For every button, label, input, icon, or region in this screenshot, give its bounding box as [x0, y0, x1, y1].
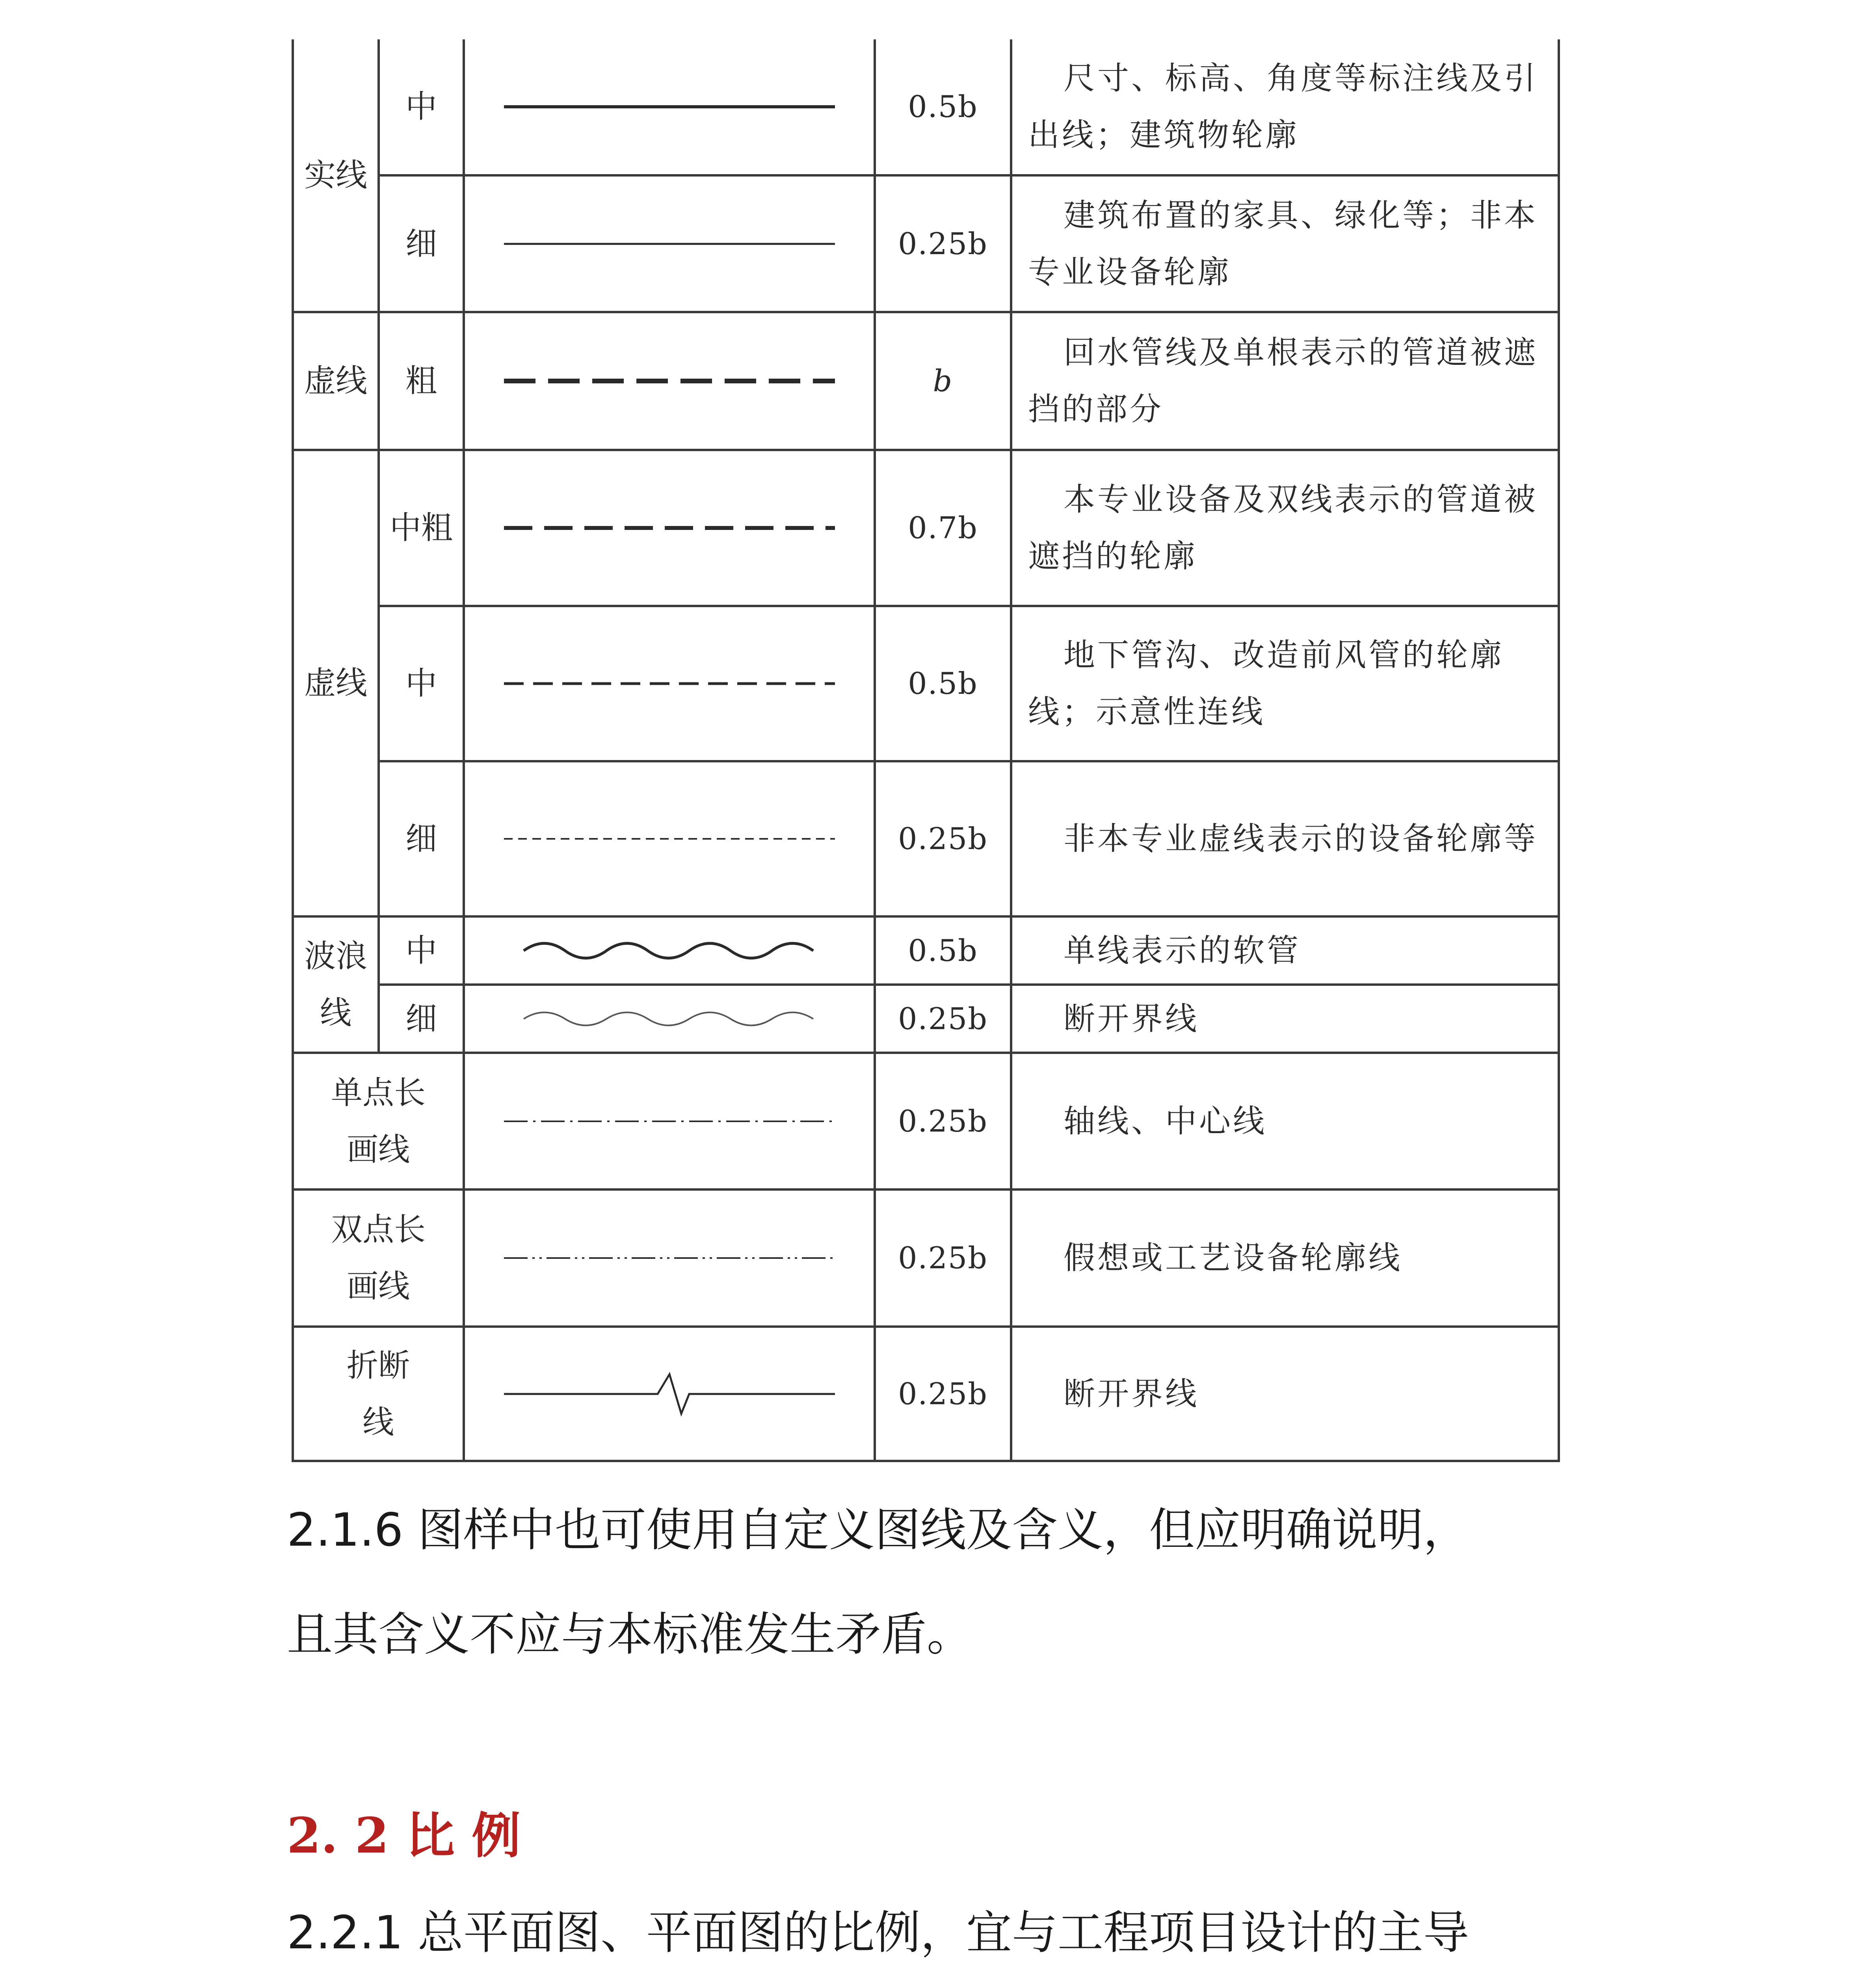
line-sample-solid-medium [464, 39, 875, 175]
line-type-cell: 单点长画线 [293, 1053, 464, 1189]
line-use-cell: 断开界线 [1011, 985, 1559, 1053]
line-sample-dashed-medium [464, 606, 875, 761]
line-use-cell [1011, 312, 1559, 450]
table-row [293, 450, 1559, 606]
line-type-cell: 实线 [293, 39, 379, 312]
line-use-cell [1011, 450, 1559, 606]
line-use-cell [1011, 175, 1559, 312]
line-use-text: 回水管线及单根表示的管道被遮挡的部分 [1028, 334, 1538, 427]
line-use-text: 非本专业虚线表示的设备轮廓等 [1064, 820, 1538, 857]
line-sample-dashed-medium-thick [464, 450, 875, 606]
line-type-table [292, 39, 1560, 1462]
table-row [293, 1327, 1559, 1461]
line-type-cell: 虚线 [293, 312, 379, 450]
line-sample-break [464, 1327, 875, 1461]
line-weight-cell: 中 [379, 39, 464, 175]
line-sample-dash-dot [464, 1053, 875, 1189]
line-sample-dash-double-dot [464, 1189, 875, 1327]
line-width-cell: 0.5b [875, 606, 1011, 761]
line-sample-dashed-thin [464, 761, 875, 916]
line-sample-dashed-thick [464, 312, 875, 450]
line-weight-cell: 中 [379, 606, 464, 761]
line-width-cell: 0.25b [875, 985, 1011, 1053]
line-width-cell: b [875, 312, 1011, 450]
line-type-cell: 波浪线 [293, 916, 379, 1053]
table-row [293, 312, 1559, 450]
line-use-text: 地下管沟、改造前风管的轮廓线；示意性连线 [1028, 637, 1504, 730]
line-weight-cell: 中 [379, 916, 464, 985]
paragraph-2-1-6-line2: 且其含义不应与本标准发生矛盾。 [287, 1608, 972, 1661]
line-use-cell [1011, 761, 1559, 916]
line-use-text: 建筑布置的家具、绿化等；非本专业设备轮廓 [1028, 197, 1538, 290]
line-use-text: 本专业设备及双线表示的管道被遮挡的轮廓 [1028, 481, 1538, 574]
line-use-cell: 轴线、中心线 [1011, 1053, 1559, 1189]
line-width-cell: 0.7b [875, 450, 1011, 606]
table-row [293, 761, 1559, 916]
line-width-cell: 0.5b [875, 916, 1011, 985]
line-weight-cell: 细 [379, 175, 464, 312]
line-use-text: 尺寸、标高、角度等标注线及引出线；建筑物轮廓 [1028, 60, 1538, 153]
line-use-cell [1011, 39, 1559, 175]
line-use-cell [1011, 606, 1559, 761]
table-row [293, 175, 1559, 312]
paragraph-2-2-1-line1: 2.2.1 总平面图、平面图的比例，宜与工程项目设计的主导 [287, 1906, 1469, 1959]
line-weight-cell: 细 [379, 985, 464, 1053]
line-type-cell: 折断线 [293, 1327, 464, 1461]
table-row [293, 1189, 1559, 1327]
line-weight-cell: 中粗 [379, 450, 464, 606]
line-width-cell: 0.25b [875, 175, 1011, 312]
line-width-cell: 0.25b [875, 1053, 1011, 1189]
section-heading-2-2: 2. 2 比 例 [287, 1807, 521, 1864]
table-row [293, 1053, 1559, 1189]
line-width-cell: 0.25b [875, 1327, 1011, 1461]
table-row [293, 39, 1559, 175]
line-use-cell: 假想或工艺设备轮廓线 [1011, 1189, 1559, 1327]
line-sample-wave-thin [464, 985, 875, 1053]
line-weight-cell: 粗 [379, 312, 464, 450]
line-width-cell: 0.25b [875, 761, 1011, 916]
line-type-cell: 双点长画线 [293, 1189, 464, 1327]
paragraph-2-1-6-line1: 2.1.6 图样中也可使用自定义图线及含义，但应明确说明， [287, 1504, 1469, 1557]
table-row [293, 985, 1559, 1053]
table-row [293, 916, 1559, 985]
table-row [293, 606, 1559, 761]
line-weight-cell: 细 [379, 761, 464, 916]
line-type-cell: 虚线 [293, 450, 379, 916]
line-sample-solid-thin [464, 175, 875, 312]
line-width-cell: 0.25b [875, 1189, 1011, 1327]
line-use-cell: 单线表示的软管 [1011, 916, 1559, 985]
line-width-cell: 0.5b [875, 39, 1011, 175]
line-use-cell: 断开界线 [1011, 1327, 1559, 1461]
line-sample-wave-medium [464, 916, 875, 985]
